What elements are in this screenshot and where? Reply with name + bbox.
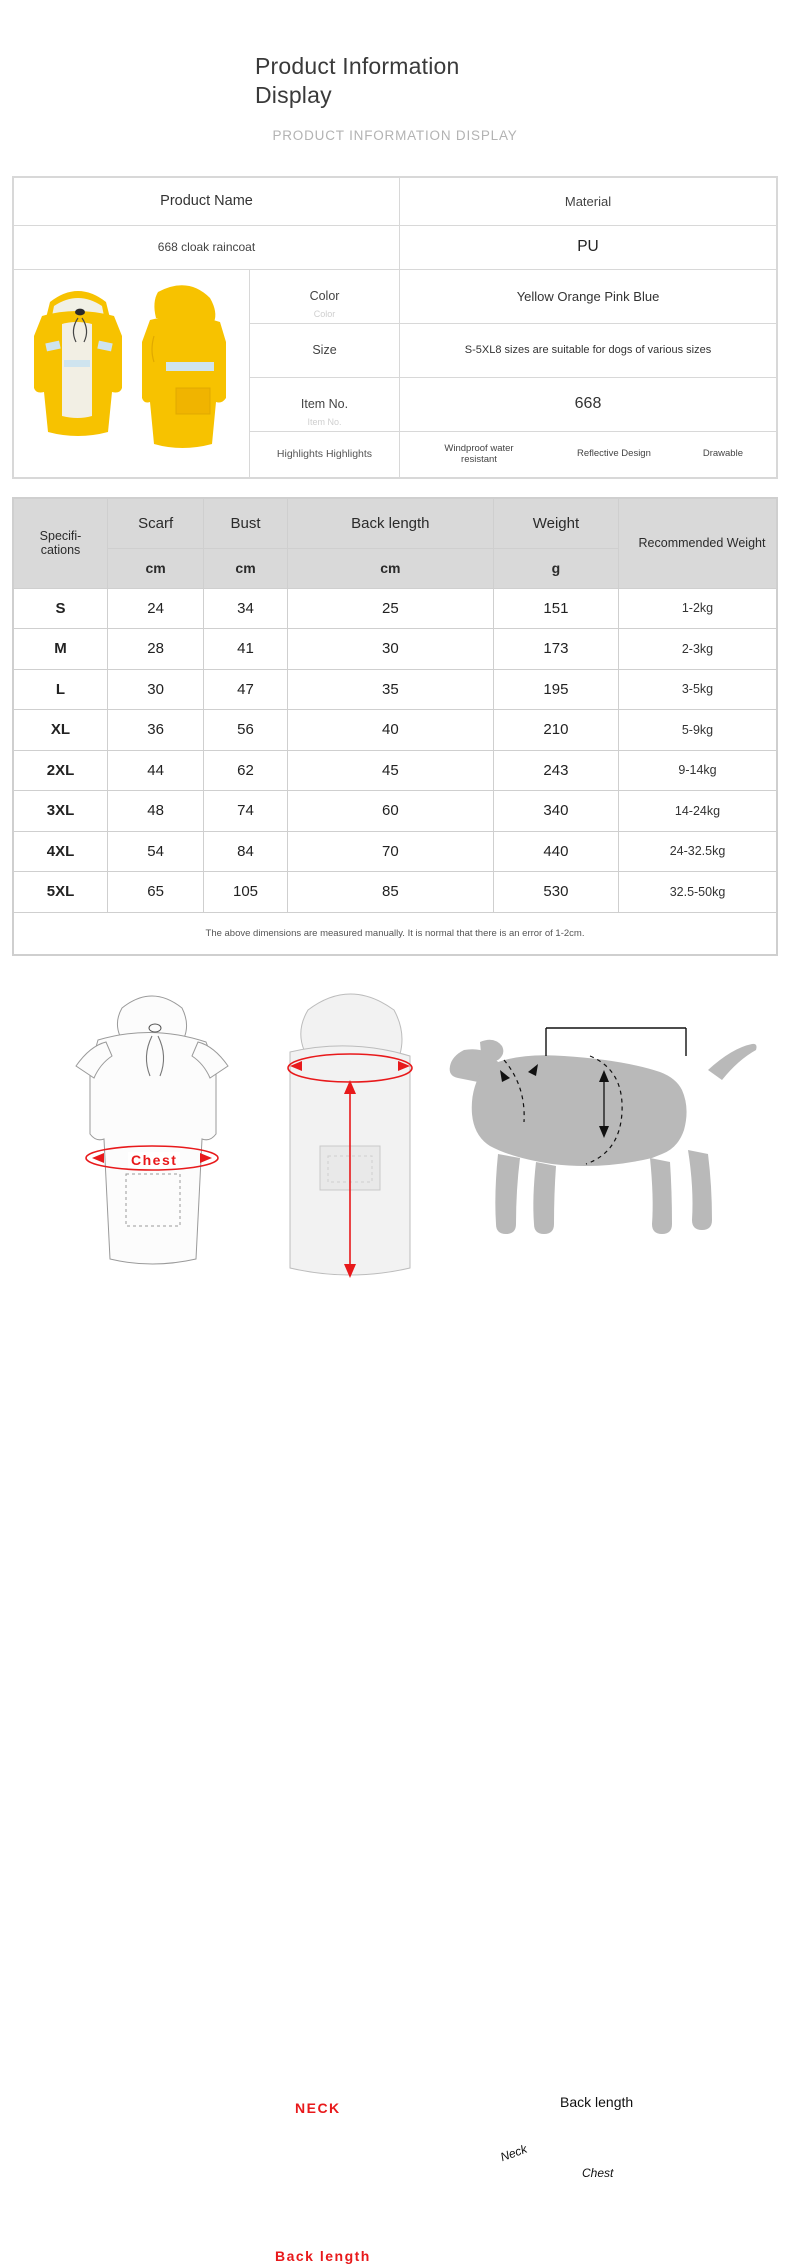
- spec-col-weight: Weight: [493, 498, 618, 548]
- row-back: 85: [287, 872, 493, 913]
- table-row: [14, 629, 777, 670]
- spec-col-recommended-weight: Recommended Weight: [619, 498, 777, 588]
- highlights-label-ghost: Highlights: [325, 448, 373, 460]
- spec-unit-weight: g: [493, 548, 618, 588]
- back-length-label: Back length: [272, 2248, 374, 2264]
- row-weight: 210: [493, 710, 618, 751]
- row-scarf: 44: [108, 750, 204, 791]
- row-back: 40: [287, 710, 493, 751]
- row-recommended: 2-3kg: [619, 629, 777, 670]
- attr-label-highlights: [250, 431, 400, 477]
- product-image: [14, 269, 250, 477]
- color-label-text: Color: [309, 289, 340, 303]
- row-size: XL: [14, 710, 108, 751]
- dog-measurement-diagram: [440, 994, 760, 1314]
- raincoat-illustration: [20, 276, 244, 472]
- color-label-ghost: Color: [313, 308, 336, 319]
- highlight-item-0: Windproof water resistant: [444, 442, 514, 465]
- row-bust: 34: [204, 588, 288, 629]
- row-size: M: [14, 629, 108, 670]
- attr-value-color: Yellow Orange Pink Blue: [400, 269, 777, 323]
- size-spec-table: [12, 497, 778, 956]
- product-name-value: 668 cloak raincoat: [14, 225, 400, 269]
- table-row: [14, 588, 777, 629]
- row-weight: 151: [493, 588, 618, 629]
- table-row: [14, 791, 777, 832]
- row-recommended: 3-5kg: [619, 669, 777, 710]
- material-value: PU: [400, 225, 777, 269]
- row-weight: 440: [493, 831, 618, 872]
- table-row: [14, 831, 777, 872]
- row-back: 45: [287, 750, 493, 791]
- attr-value-item-no: 668: [400, 377, 777, 431]
- row-scarf: 28: [108, 629, 204, 670]
- row-scarf: 48: [108, 791, 204, 832]
- spec-corner-label: Specifi- cations: [14, 498, 108, 588]
- coat-front-diagram: [52, 978, 252, 1308]
- spec-unit-back-length: cm: [287, 548, 493, 588]
- page-subtitle: PRODUCT INFORMATION DISPLAY: [272, 127, 518, 143]
- row-recommended: 5-9kg: [619, 710, 777, 751]
- row-bust: 84: [204, 831, 288, 872]
- item-no-label-ghost: Item No.: [307, 416, 342, 427]
- row-weight: 173: [493, 629, 618, 670]
- row-back: 30: [287, 629, 493, 670]
- row-back: 60: [287, 791, 493, 832]
- table-row: [14, 669, 777, 710]
- attr-label-color: [250, 269, 400, 323]
- table-row: [14, 872, 777, 913]
- row-back: 25: [287, 588, 493, 629]
- dog-back-length-label: Back length: [560, 2093, 634, 2110]
- front-chest-label: Chest: [128, 1152, 180, 1168]
- measurement-diagrams: [0, 970, 790, 2264]
- back-neck-label: NECK: [292, 2100, 344, 2116]
- table-row: [14, 750, 777, 791]
- item-no-label-text: Item No.: [300, 397, 349, 411]
- spec-col-bust: Bust: [204, 498, 288, 548]
- row-back: 35: [287, 669, 493, 710]
- row-recommended: 24-32.5kg: [619, 831, 777, 872]
- product-name-header: Product Name: [14, 177, 400, 225]
- page-header: [0, 0, 790, 143]
- row-recommended: 14-24kg: [619, 791, 777, 832]
- dog-neck-label: Neck: [498, 2141, 529, 2164]
- row-weight: 530: [493, 872, 618, 913]
- row-recommended: 1-2kg: [619, 588, 777, 629]
- material-header: Material: [400, 177, 777, 225]
- row-bust: 47: [204, 669, 288, 710]
- dog-chest-label: Chest: [582, 2165, 614, 2180]
- row-scarf: 30: [108, 669, 204, 710]
- spec-unit-scarf: cm: [108, 548, 204, 588]
- product-info-table: [12, 176, 778, 479]
- size-label-text: Size: [312, 343, 337, 357]
- row-scarf: 36: [108, 710, 204, 751]
- spec-col-scarf: Scarf: [108, 498, 204, 548]
- spec-unit-bust: cm: [204, 548, 288, 588]
- row-weight: 340: [493, 791, 618, 832]
- row-scarf: 65: [108, 872, 204, 913]
- highlights-label-text: Highlights: [276, 448, 324, 460]
- row-weight: 195: [493, 669, 618, 710]
- row-bust: 74: [204, 791, 288, 832]
- spec-note: The above dimensions are measured manually. It is normal that there is an error of 1-2cm.: [14, 912, 777, 954]
- coat-back-diagram: [250, 976, 450, 1316]
- attr-value-highlights: [400, 431, 777, 477]
- table-row: [14, 710, 777, 751]
- row-bust: 105: [204, 872, 288, 913]
- row-size: 4XL: [14, 831, 108, 872]
- row-size: 2XL: [14, 750, 108, 791]
- row-bust: 41: [204, 629, 288, 670]
- row-weight: 243: [493, 750, 618, 791]
- highlight-item-1: Reflective Design: [576, 448, 651, 460]
- attr-label-item-no: [250, 377, 400, 431]
- row-size: 3XL: [14, 791, 108, 832]
- row-recommended: 9-14kg: [619, 750, 777, 791]
- page-title: Product Information Display: [255, 53, 460, 108]
- row-size: 5XL: [14, 872, 108, 913]
- highlight-item-2: Drawable: [702, 448, 743, 460]
- row-bust: 56: [204, 710, 288, 751]
- info-header-row: [14, 177, 777, 225]
- info-row-color: [14, 269, 777, 323]
- row-scarf: 54: [108, 831, 204, 872]
- row-scarf: 24: [108, 588, 204, 629]
- row-bust: 62: [204, 750, 288, 791]
- row-size: L: [14, 669, 108, 710]
- attr-value-size: S-5XL8 sizes are suitable for dogs of various sizes: [400, 323, 777, 377]
- info-value-row: [14, 225, 777, 269]
- spec-header-names: [14, 498, 777, 548]
- spec-col-back-length: Back length: [287, 498, 493, 548]
- attr-label-size: [250, 323, 400, 377]
- row-size: S: [14, 588, 108, 629]
- row-back: 70: [287, 831, 493, 872]
- spec-note-row: [14, 912, 777, 954]
- row-recommended: 32.5-50kg: [619, 872, 777, 913]
